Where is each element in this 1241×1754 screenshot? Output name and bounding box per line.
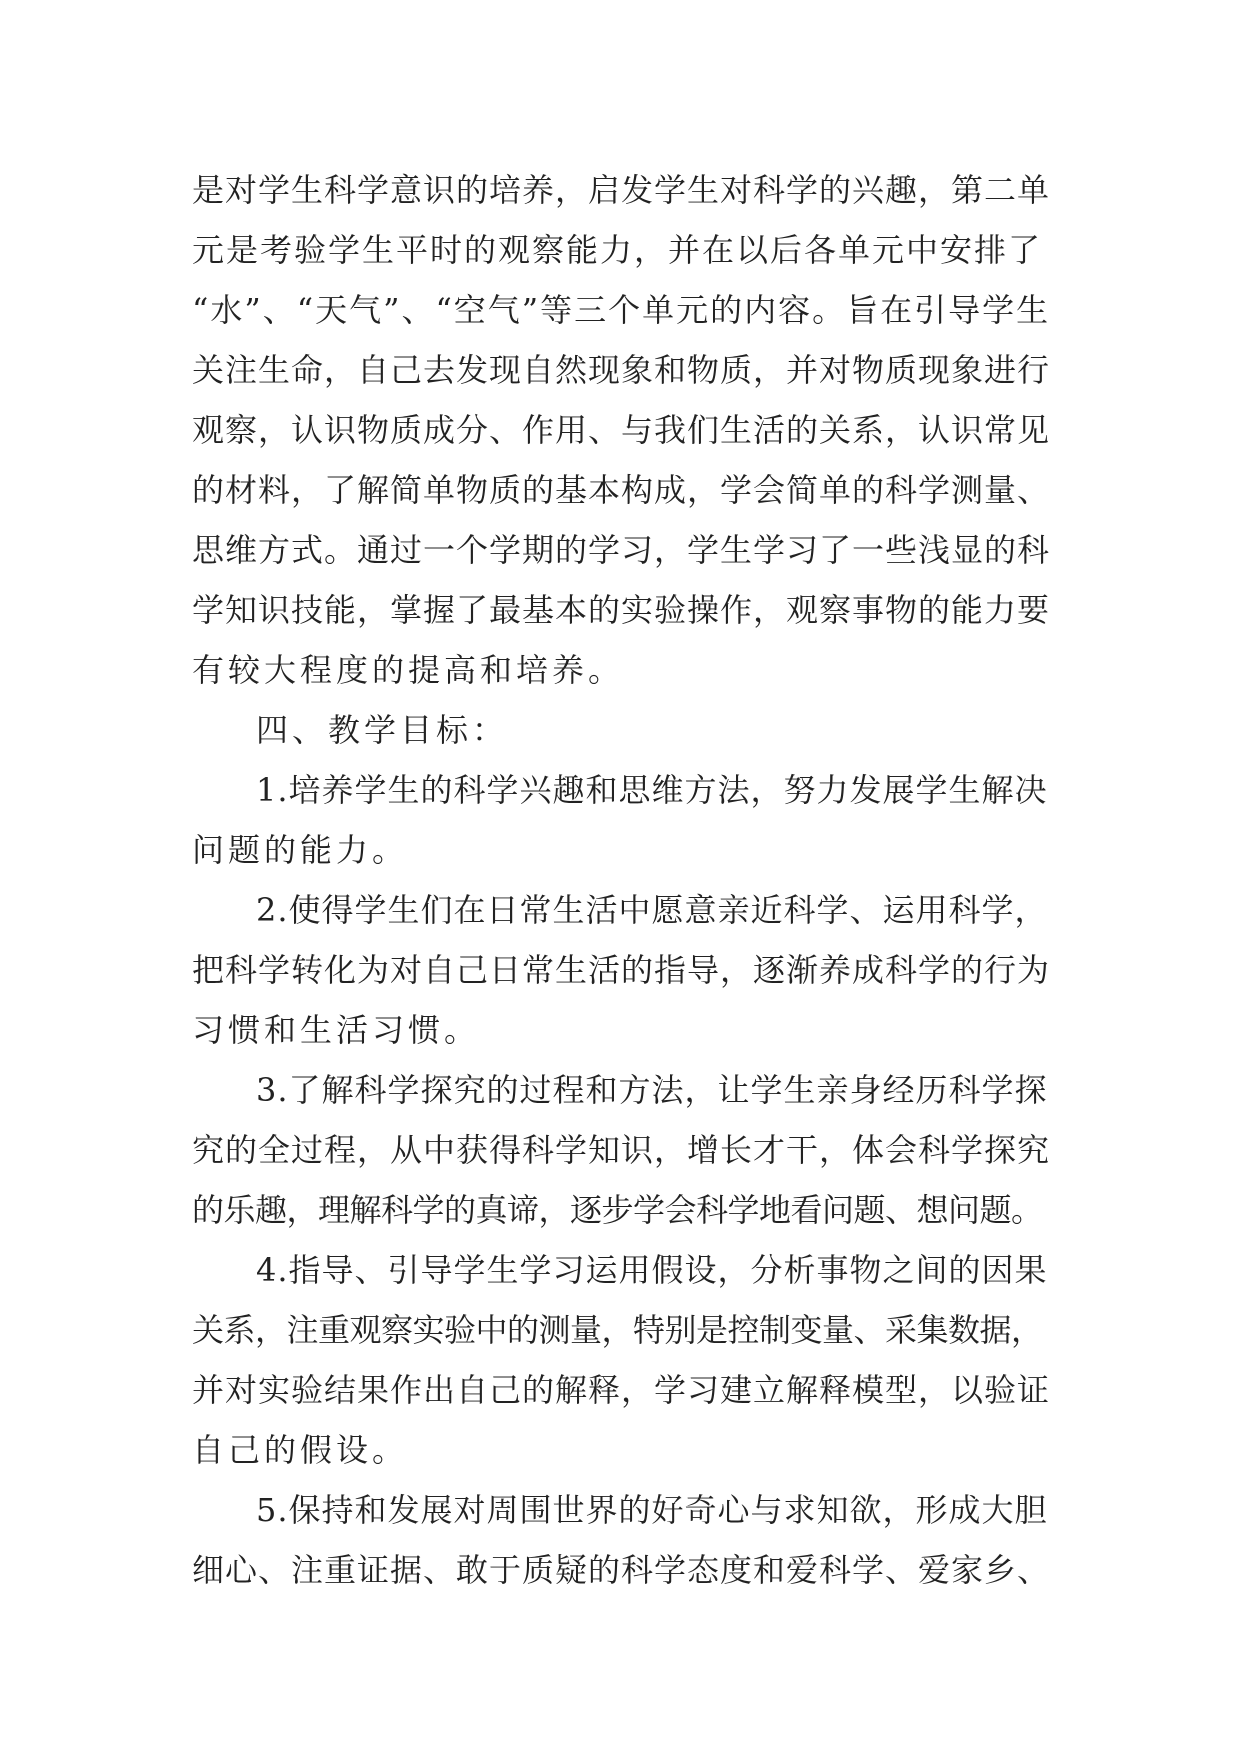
text-line: 学知识技能，掌握了最基本的实验操作，观察事物的能力要	[192, 591, 1051, 629]
text-line: “水”、“天气”、“空气”等三个单元的内容。旨在引导学生	[192, 291, 1051, 329]
text-line: 观察，认识物质成分、作用、与我们生活的关系，认识常见	[192, 411, 1051, 449]
text-line: 4.指导、引导学生学习运用假设，分析事物之间的因果	[256, 1251, 1048, 1289]
text-line: 关系，注重观察实验中的测量，特别是控制变量、采集数据，	[192, 1311, 1043, 1349]
text-line: 的乐趣，理解科学的真谛，逐步学会科学地看问题、想问题。	[192, 1191, 1043, 1229]
text-line: 究的全过程，从中获得科学知识，增长才干，体会科学探究	[192, 1131, 1051, 1169]
text-line: 的材料，了解简单物质的基本构成，学会简单的科学测量、	[192, 471, 1051, 509]
text-line: 3.了解科学探究的过程和方法，让学生亲身经历科学探	[256, 1071, 1048, 1109]
text-line: 细心、注重证据、敢于质疑的科学态度和爱科学、爱家乡、	[192, 1551, 1051, 1589]
text-line: 5.保持和发展对周围世界的好奇心与求知欲，形成大胆	[256, 1491, 1048, 1529]
text-line: 是对学生科学意识的培养，启发学生对科学的兴趣，第二单	[192, 171, 1051, 209]
text-line: 元是考验学生平时的观察能力，并在以后各单元中安排了	[192, 231, 1043, 269]
text-line: 2.使得学生们在日常生活中愿意亲近科学、运用科学，	[256, 891, 1048, 929]
text-line: 四、教学目标：	[256, 711, 509, 749]
text-line: 1.培养学生的科学兴趣和思维方法，努力发展学生解决	[256, 771, 1048, 809]
text-line: 把科学转化为对自己日常生活的指导，逐渐养成科学的行为	[192, 951, 1051, 989]
text-line: 关注生命，自己去发现自然现象和物质，并对物质现象进行	[192, 351, 1051, 389]
text-line: 思维方式。通过一个学期的学习，学生学习了一些浅显的科	[192, 531, 1051, 569]
text-line: 并对实验结果作出自己的解释，学习建立解释模型，以验证	[192, 1371, 1051, 1409]
text-line: 问题的能力。	[192, 831, 409, 869]
document-body	[192, 160, 1052, 1600]
text-line: 自己的假设。	[192, 1431, 409, 1469]
text-line: 习惯和生活习惯。	[192, 1011, 481, 1049]
text-line: 有较大程度的提高和培养。	[192, 651, 625, 689]
